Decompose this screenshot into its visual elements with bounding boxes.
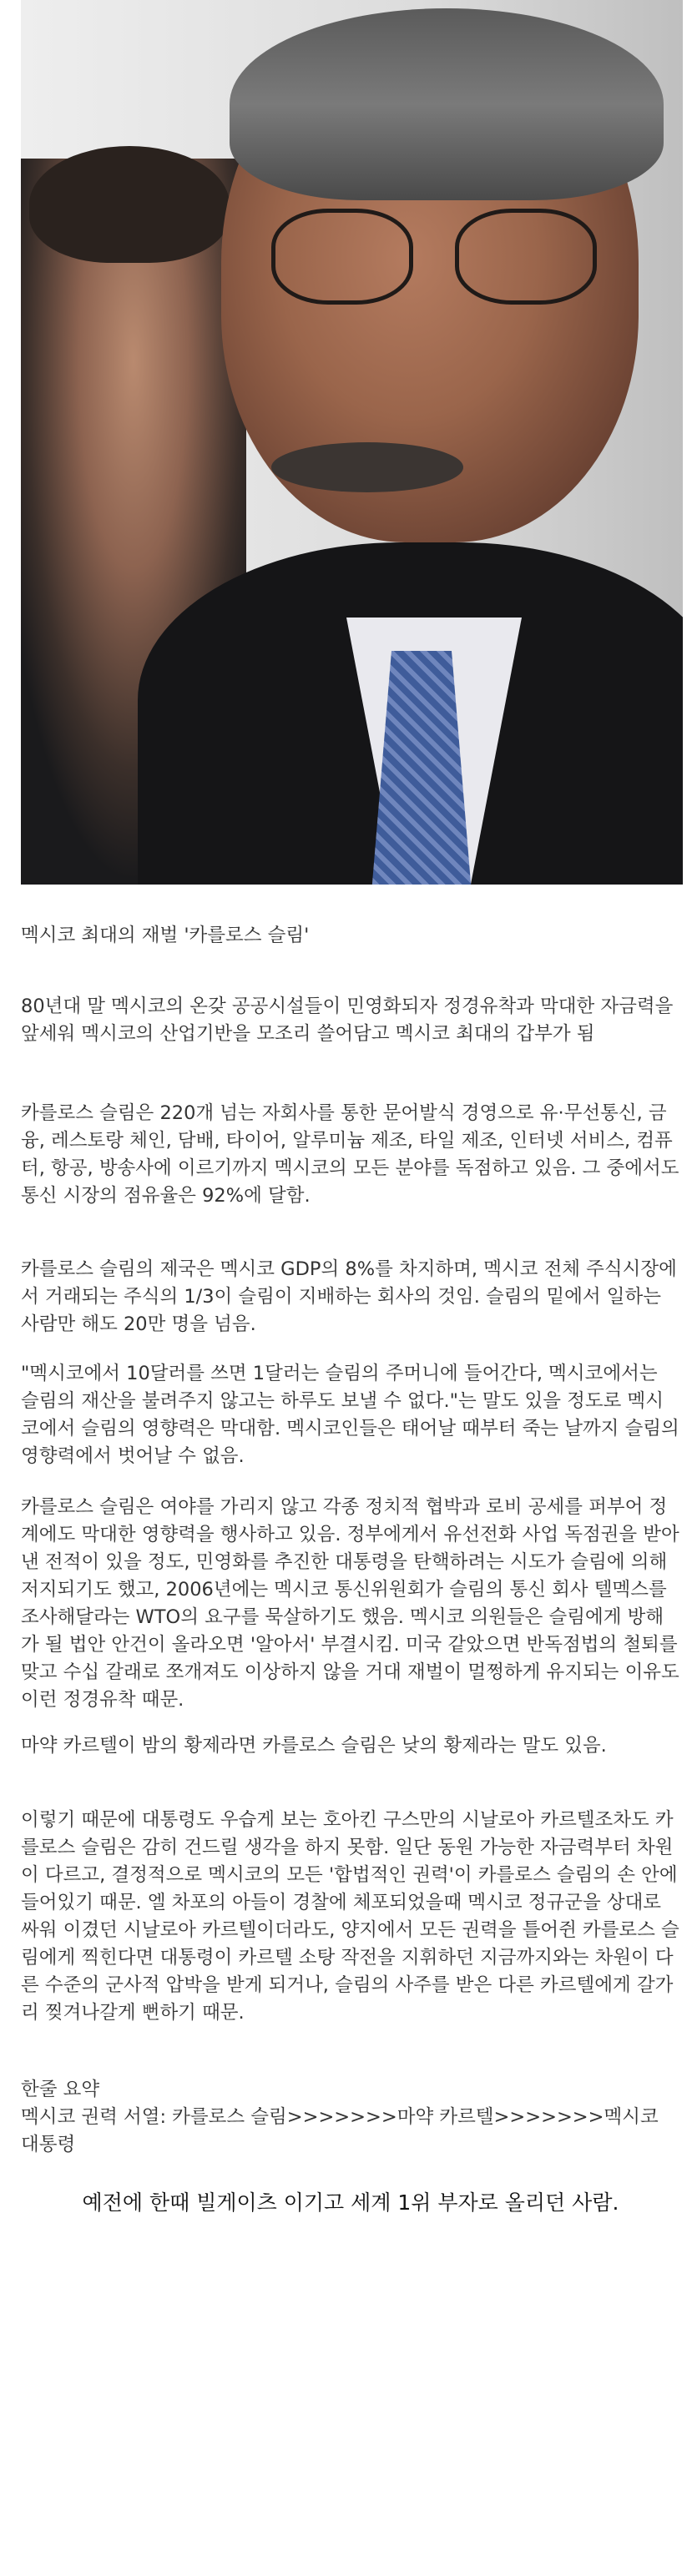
summary-label: 한줄 요약 [21, 2079, 100, 2100]
hair [230, 8, 664, 200]
photo-caption: 멕시코 최대의 재벌 '카를로스 슬림' [21, 925, 310, 946]
paragraph-politics: 카를로스 슬림은 여야를 가리지 않고 각종 정치적 협박과 로비 공세를 퍼부어 정계에도 막대한 영향력을 행사하고 있음. 정부에게서 유선전화 사업 독점권을 받아낸 전적이 있을 정도, 민영화를 추진한 대통령을 탄핵하려는 시도가 슬림에 의해 저지되기도 했고, 2006년에는 멕시코 통신위원회가 슬림의 통신 회사 텔멕스를 조사해달라는 WTO의 요구를 묵살하기도 했음. 멕시코 의원들은 슬림에게 방해가 될 법안 안건이 올라오면 '알아서' 부결시킴. 미국 같았으면 반독점법의 철퇴를 맞고 수십 갈래로 쪼개져도 이상하지 않을 거대 재벌이 멀쩡하게 유지되는 이유도 이런 정경유착 때문. [21, 1496, 679, 1711]
paragraph-night-day: 마약 카르텔이 밤의 황제라면 카를로스 슬림은 낮의 황제라는 말도 있음. [21, 1735, 607, 1757]
background-person-hair [29, 146, 230, 263]
paragraph-cartel: 이렇기 때문에 대통령도 우습게 보는 호아킨 구스만의 시날로아 카르텔조차도 카를로스 슬림은 감히 건드릴 생각을 하지 못함. 일단 동원 가능한 자금력부터 차원이 다르고, 결정적으로 멕시코의 모든 '합법적인 권력'이 카를로스 슬림의 손 안에 들어있기 때문. 엘 차포의 아들이 경찰에 체포되었을때 멕시코 정규군을 상대로 싸워 이겼던 시날로아 카르텔이더라도, 양지에서 모든 권력을 틀어쥔 카를로스 슬림에게 찍힌다면 대통령이 카르텔 소탕 작전을 지휘하던 지금까지와는 차원이 다른 수준의 군사적 압박을 받게 되거나, 슬림의 사주를 받은 다른 카르텔에게 갈가리 찢겨나갈게 뻔하기 때문. [21, 1809, 679, 2024]
footer-quote: 예전에 한때 빌게이츠 이기고 세계 1위 부자로 올리던 사람. [82, 2190, 619, 2215]
paragraph-empire: 카를로스 슬림의 제국은 멕시코 GDP의 8%를 차지하며, 멕시코 전체 주식시장에서 거래되는 주식의 1/3이 슬림이 지배하는 회사의 것임. 슬림의 밑에서 일하는 사람만 해도 20만 명을 넘음. [21, 1258, 677, 1335]
summary-line: 멕시코 권력 서열: 카를로스 슬림>>>>>>>마약 카르텔>>>>>>>멕시코 대통령 [21, 2106, 659, 2155]
portrait-photo [21, 0, 683, 885]
paragraph-business: 카를로스 슬림은 220개 넘는 자회사를 통한 문어발식 경영으로 유·무선통신, 금융, 레스토랑 체인, 담배, 타이어, 알루미늄 제조, 타일 제조, 인터넷 서비스, 컴퓨터, 항공, 방송사에 이르기까지 멕시코의 모든 분야를 독점하고 있음. 그 중에서도 통신 시장의 점유율은 92%에 달함. [21, 1102, 679, 1207]
paragraph-quote: "멕시코에서 10달러를 쓰면 1달러는 슬림의 주머니에 들어간다, 멕시코에서는 슬림의 재산을 불려주지 않고는 하루도 보낼 수 없다."는 말도 있을 정도로 멕시코에서 슬림의 영향력은 막대함. 멕시코인들은 태어날 때부터 죽는 날까지 슬림의 영향력에서 벗어날 수 없음. [21, 1363, 679, 1467]
glasses [263, 209, 614, 309]
paragraph-intro: 80년대 말 멕시코의 온갖 공공시설들이 민영화되자 정경유착과 막대한 자금력을 앞세워 멕시코의 산업기반을 모조리 쓸어담고 멕시코 최대의 갑부가 됨 [21, 996, 674, 1045]
mustache [271, 442, 463, 492]
